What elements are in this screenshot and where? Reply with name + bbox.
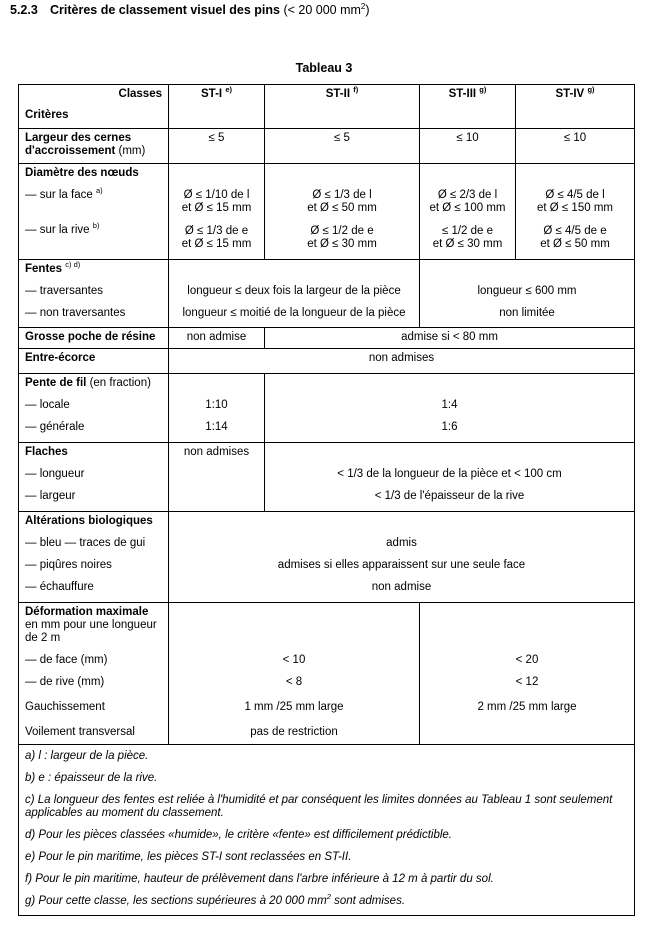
flaches-label: Flaches — [25, 446, 68, 458]
class-header-st2: ST-II $^{f)}$ — [265, 85, 420, 129]
table-row-alterations — [19, 512, 635, 603]
pente-label: Pente de fil (en fraction) — [25, 377, 151, 389]
deformation-sub: en mm pour une longueur de 2 m — [25, 619, 157, 644]
note-a: a) l : largeur de la pièce. — [25, 750, 149, 762]
note-d: d) Pour les pièces classées «humide», le critère «fente» est difficilement prédictible. — [25, 829, 452, 841]
deformation-st1-st2: < 10 < 8 1 mm /25 mm large pas de restriction — [169, 603, 420, 745]
alterations-piqures-label: — piqûres noires — [25, 559, 112, 571]
deformation-gauch-label: Gauchissement — [25, 701, 105, 713]
classification-table — [18, 84, 635, 916]
alterations-bleu-label: — bleu — traces de gui — [25, 537, 146, 549]
largeur-st3: ≤ 10 — [420, 129, 516, 164]
alterations-label: Altérations biologiques — [25, 515, 153, 527]
deformation-voil-label: Voilement transversal — [25, 726, 135, 738]
alterations-values: admis admises si elles apparaissent sur une seule face non admise — [169, 512, 635, 603]
largeur-st4: ≤ 10 — [516, 129, 635, 164]
section-title-note: (< 20 000 $mm^2$) — [283, 1, 370, 17]
noeuds-label: Diamètre des nœuds — [25, 167, 139, 179]
table-row-ecorce — [19, 349, 635, 374]
flaches-largeur-label: — largeur — [25, 490, 76, 502]
largeur-st1: ≤ 5 — [169, 129, 265, 164]
note-g: g) Pour cette classe, les sections supérieures à 20 000 $mm^2$ sont admises. — [25, 892, 406, 907]
pente-locale-label: — locale — [25, 399, 70, 411]
flaches-values: < 1/3 de la longueur de la pièce et < 100 cm < 1/3 de l'épaisseur de la rive — [265, 443, 635, 512]
noeuds-st3: Ø ≤ 2/3 de l et Ø ≤ 100 mm ≤ 1/2 de e et Ø ≤ 30 mm — [420, 164, 516, 260]
table-row-fentes — [19, 260, 635, 328]
table-title: Tableau 3 — [295, 61, 353, 75]
table-row-deformation — [19, 603, 635, 745]
table-notes — [19, 745, 635, 916]
fentes-traversantes-label: — traversantes — [25, 285, 103, 297]
fentes-label: Fentes $^{c) d)}$ — [25, 260, 81, 275]
noeuds-st2: Ø ≤ 1/3 de l et Ø ≤ 50 mm Ø ≤ 1/2 de e et Ø ≤ 30 mm — [265, 164, 420, 260]
section-number: 5.2.3 — [10, 3, 38, 17]
table-row-flaches — [19, 443, 635, 512]
deformation-rive-label: — de rive (mm) — [25, 676, 105, 688]
alterations-echauffure-label: — échauffure — [25, 581, 94, 593]
pente-generale-label: — générale — [25, 421, 85, 433]
noeuds-st1: Ø ≤ 1/10 de l et Ø ≤ 15 mm Ø ≤ 1/3 de e et Ø ≤ 15 mm — [169, 164, 265, 260]
resine-label: Grosse poche de résine — [19, 328, 169, 349]
flaches-longueur-label: — longueur — [25, 468, 85, 480]
fentes-st3-st4: longueur ≤ 600 mm non limitée — [420, 260, 635, 328]
largeur-st2: ≤ 5 — [265, 129, 420, 164]
class-header-st4: ST-IV $^{g)}$ — [516, 85, 635, 129]
resine-st1: non admise — [169, 328, 265, 349]
flaches-st1: non admises — [169, 443, 265, 512]
deformation-st3-st4: < 20 < 12 2 mm /25 mm large — [420, 603, 635, 745]
noeuds-st4: Ø ≤ 4/5 de l et Ø ≤ 150 mm Ø ≤ 4/5 de e et Ø ≤ 50 mm — [516, 164, 635, 260]
classes-label: Classes — [118, 88, 162, 100]
note-f: f) Pour le pin maritime, hauteur de prélèvement dans l'arbre inférieure à 12 m à partir du sol. — [25, 873, 494, 885]
header-row — [19, 85, 635, 129]
criteres-label: Critères — [25, 109, 69, 121]
resine-others: admise si < 80 mm — [265, 328, 635, 349]
deformation-label: Déformation maximale — [25, 606, 149, 618]
table-row-noeuds — [19, 164, 635, 260]
ecorce-value: non admises — [169, 349, 635, 374]
noeuds-rive-label: — sur la rive $^{b)}$ — [25, 221, 100, 236]
noeuds-face-label: — sur la face $^{a)}$ — [25, 186, 103, 201]
table-row-resine — [19, 328, 635, 349]
fentes-st1-st2: longueur ≤ deux fois la largeur de la pièce longueur ≤ moitié de la longueur de la pièce — [169, 260, 420, 328]
section-heading — [10, 3, 370, 17]
pente-others: 1:4 1:6 — [265, 374, 635, 443]
table-row-largeur — [19, 129, 635, 164]
largeur-label: Largeur des cernes d'accroissement (mm) — [19, 129, 169, 164]
deformation-face-label: — de face (mm) — [25, 654, 108, 666]
note-c: c) La longueur des fentes est reliée à l'humidité et par conséquent les limites données au Tableau 1 sont seulement applicables au moment du classement. — [25, 794, 613, 819]
table-row-pente — [19, 374, 635, 443]
fentes-non-traversantes-label: — non traversantes — [25, 307, 126, 319]
class-header-st1: ST-I $^{e)}$ — [169, 85, 265, 129]
section-title: Critères de classement visuel des pins — [50, 3, 280, 17]
class-header-st3: ST-III $^{g)}$ — [420, 85, 516, 129]
ecorce-label: Entre-écorce — [19, 349, 169, 374]
note-e: e) Pour le pin maritime, les pièces ST-I sont reclassées en ST-II. — [25, 851, 352, 863]
pente-st1: 1:10 1:14 — [169, 374, 265, 443]
note-b: b) e : épaisseur de la rive. — [25, 772, 158, 784]
